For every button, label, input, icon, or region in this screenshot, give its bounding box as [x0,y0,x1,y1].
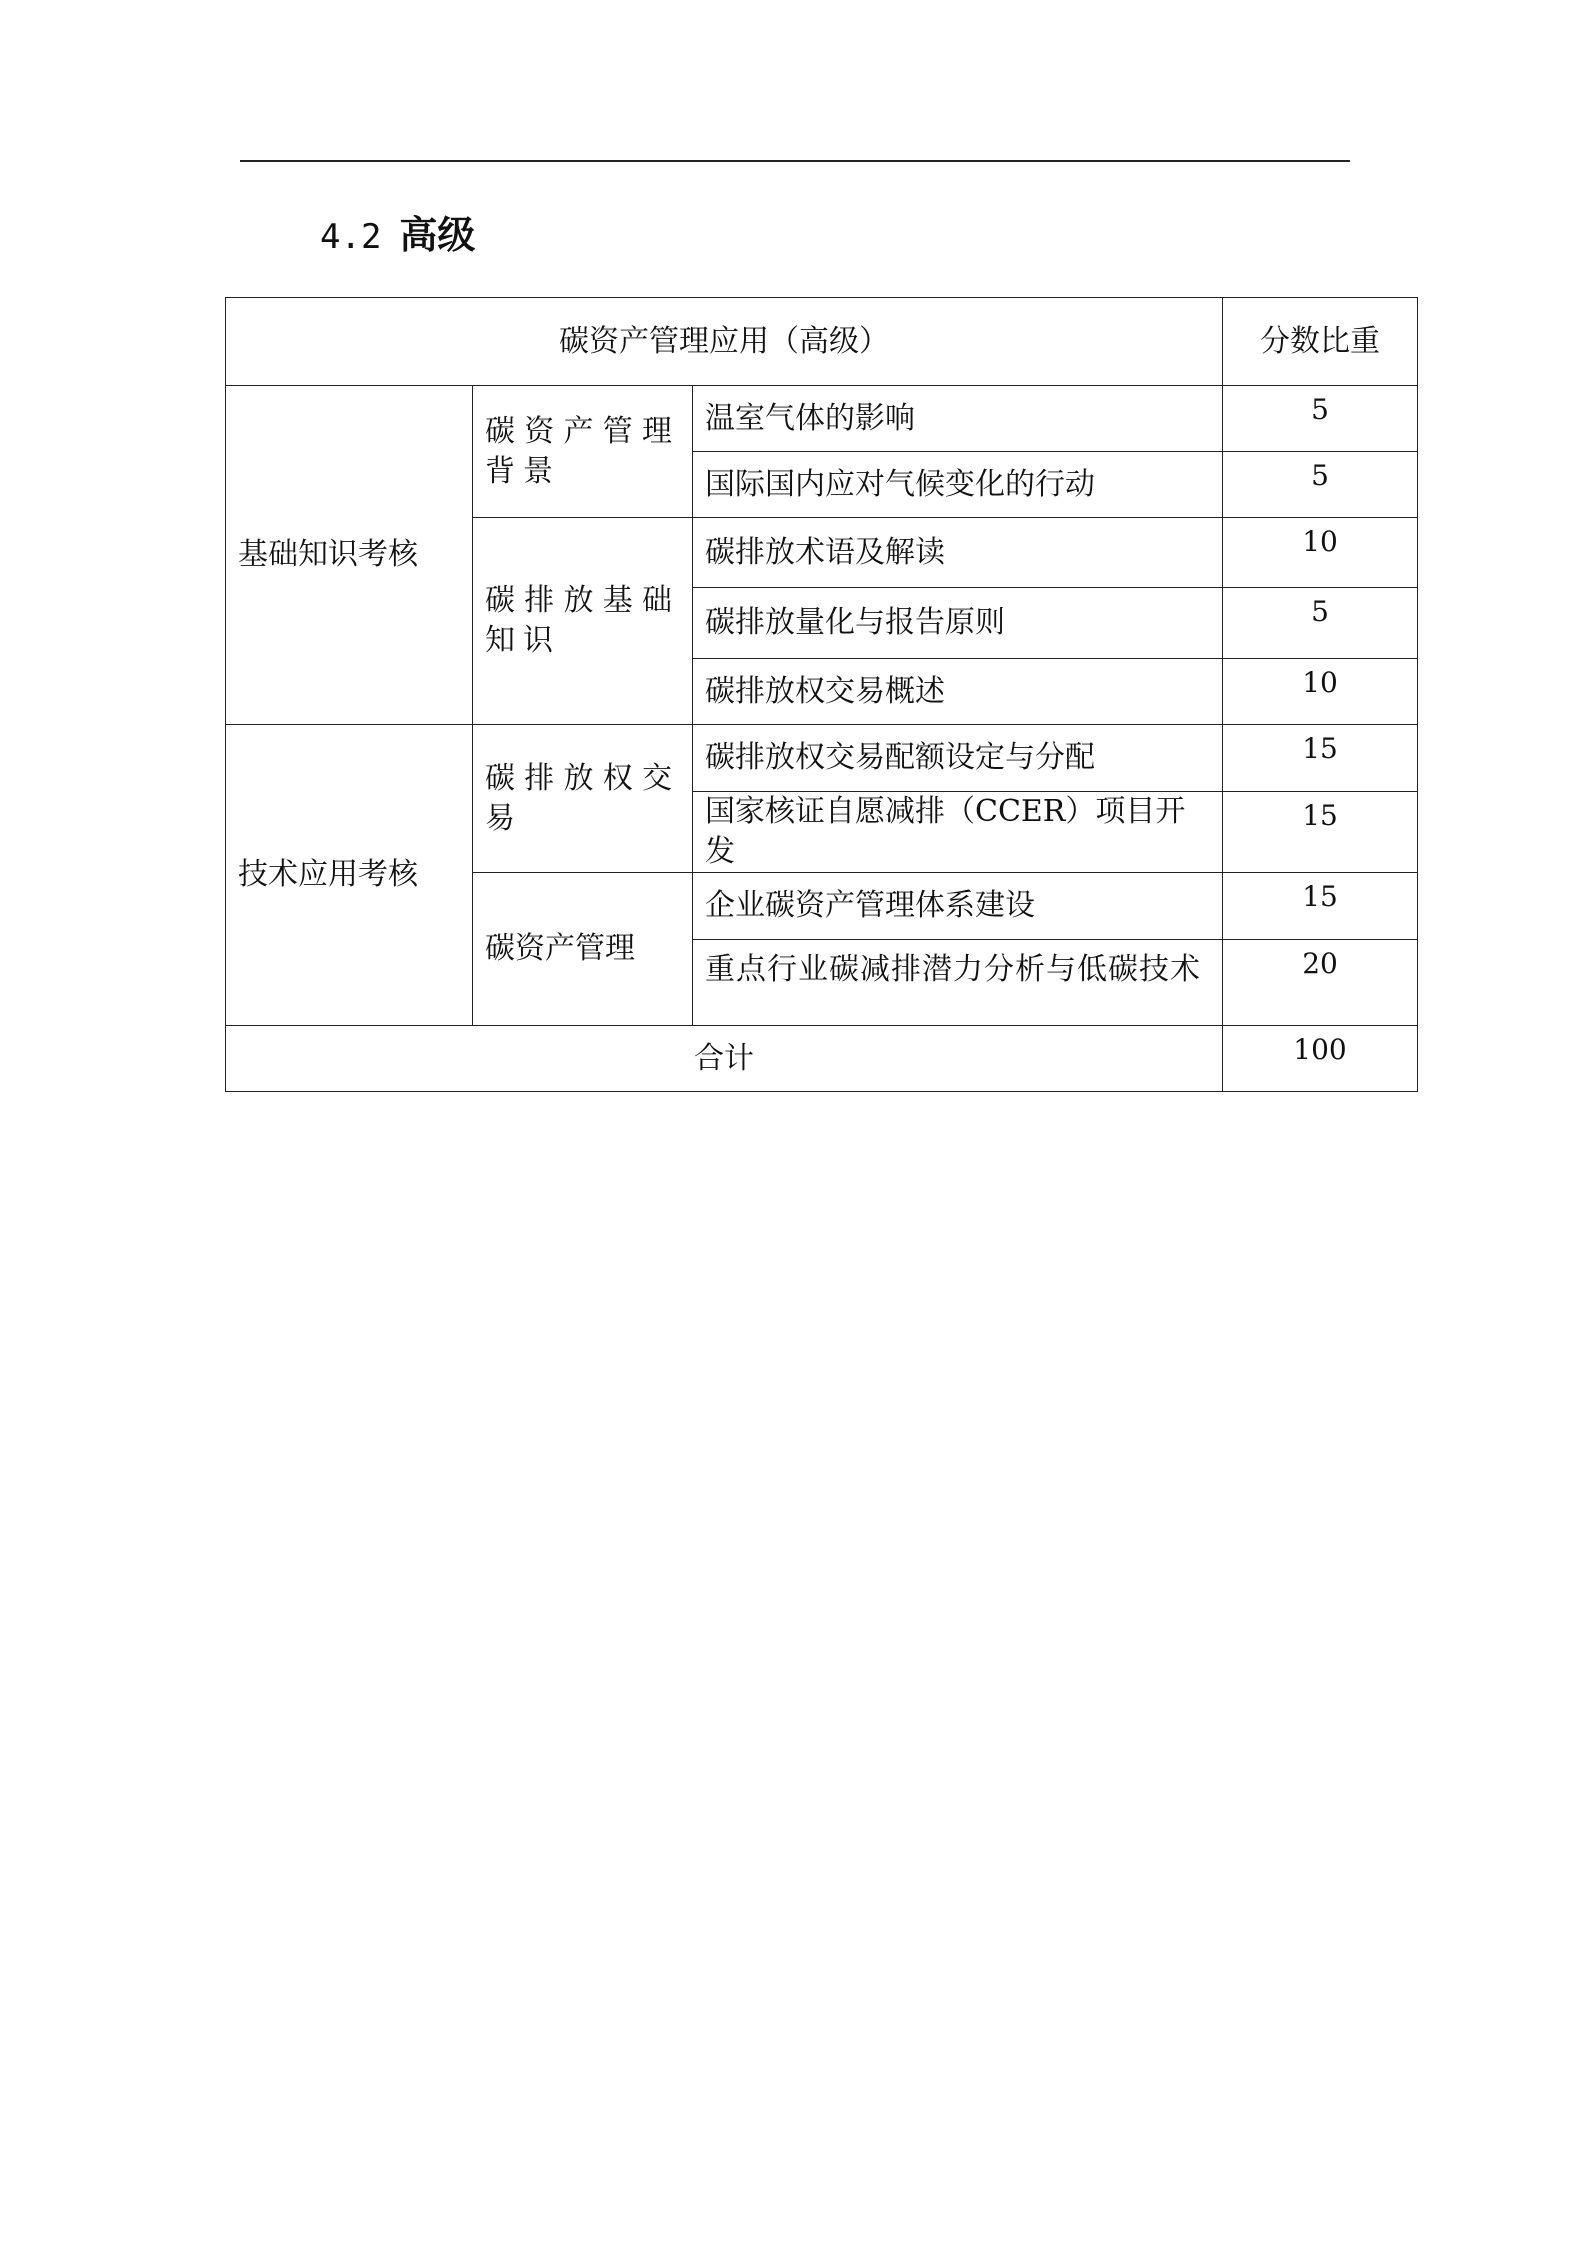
table-weight-header-cell: 分数比重 [1223,298,1418,386]
table-row [226,386,1418,452]
total-row [226,1026,1418,1092]
score-cell: 20 [1223,940,1418,1026]
score-cell: 5 [1223,386,1418,452]
subgroup-cell-emission-basics: 碳排放基础知识 [473,518,693,725]
score-cell: 15 [1223,792,1418,873]
total-score-cell: 100 [1223,1026,1418,1092]
group-cell-application: 技术应用考核 [226,725,473,1026]
score-cell: 10 [1223,659,1418,725]
score-cell: 10 [1223,518,1418,588]
score-cell: 15 [1223,873,1418,940]
topic-cell: 重点行业碳减排潜力分析与低碳技术 [693,940,1223,1026]
section-number: 4.2 [320,217,382,257]
score-weight-table [225,297,1418,1092]
group-cell-basic: 基础知识考核 [226,386,473,725]
table-title-cell: 碳资产管理应用（高级） [226,298,1223,386]
topic-cell: 碳排放量化与报告原则 [693,588,1223,659]
score-cell: 5 [1223,452,1418,518]
score-cell: 15 [1223,725,1418,792]
topic-cell: 企业碳资产管理体系建设 [693,873,1223,940]
subgroup-cell-background: 碳资产管理背景 [473,386,693,518]
subgroup-cell-asset-mgmt: 碳资产管理 [473,873,693,1026]
section-title: 高级 [399,213,476,257]
section-heading [320,206,475,266]
topic-cell: 碳排放权交易配额设定与分配 [693,725,1223,792]
subgroup-cell-trading: 碳排放权交易 [473,725,693,873]
total-label-cell: 合计 [226,1026,1223,1092]
table-header-row [226,298,1418,386]
topic-cell: 碳排放术语及解读 [693,518,1223,588]
topic-cell: 温室气体的影响 [693,386,1223,452]
topic-cell: 碳排放权交易概述 [693,659,1223,725]
topic-cell: 国家核证自愿减排（CCER）项目开发 [693,792,1223,873]
topic-cell: 国际国内应对气候变化的行动 [693,452,1223,518]
score-cell: 5 [1223,588,1418,659]
table-row [226,725,1418,792]
header-rule [240,160,1350,162]
